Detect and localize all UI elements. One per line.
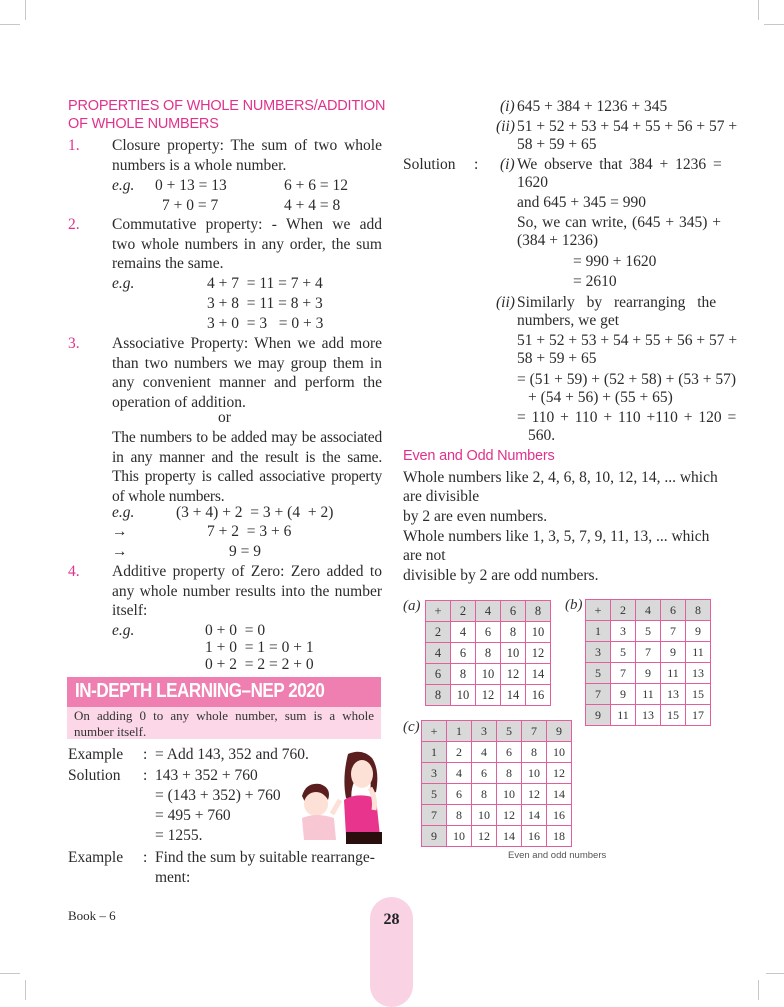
crop-mark bbox=[0, 973, 20, 974]
table-cell: 3 bbox=[611, 621, 636, 642]
crop-mark bbox=[25, 980, 26, 1000]
table-cell: 1 bbox=[586, 621, 611, 642]
table-cell: 16 bbox=[522, 826, 547, 847]
example-colon: : bbox=[143, 746, 148, 763]
section-heading bbox=[68, 97, 388, 133]
table-cell: 10 bbox=[522, 763, 547, 784]
example-equation: 4 + 7 = 11 = 7 + 4 bbox=[207, 275, 323, 292]
solution-line: + (54 + 56) + (55 + 65) bbox=[528, 389, 673, 406]
example-text: Find the sum by suitable rearrange-ment: bbox=[155, 849, 375, 886]
solution-line: 58 + 59 + 65 bbox=[517, 350, 597, 367]
table-cell: 4 bbox=[426, 643, 451, 664]
table-row bbox=[426, 685, 551, 706]
table-cell: 4 bbox=[451, 622, 476, 643]
table-row bbox=[422, 805, 572, 826]
addition-table-b bbox=[585, 599, 711, 726]
table-cell: 10 bbox=[451, 685, 476, 706]
table-cell: 8 bbox=[476, 643, 501, 664]
eg-label: e.g. bbox=[112, 177, 135, 194]
table-row bbox=[586, 642, 711, 663]
table-cell: 5 bbox=[636, 621, 661, 642]
addition-table-a bbox=[425, 600, 551, 706]
table-cell: 12 bbox=[501, 664, 526, 685]
example-colon: : bbox=[143, 849, 148, 866]
property-number: 4. bbox=[68, 563, 80, 580]
table-label: (a) bbox=[403, 598, 421, 614]
table-cell: 8 bbox=[526, 601, 551, 622]
or-text: or bbox=[218, 409, 231, 426]
solution-line: We observe that 384 + 1236 = bbox=[517, 156, 722, 173]
table-cell: 6 bbox=[476, 622, 501, 643]
table-row bbox=[426, 664, 551, 685]
even-odd-line: divisible by 2 are odd numbers. bbox=[403, 567, 599, 584]
solution-line: So, we can write, (645 + 345) + bbox=[517, 214, 721, 231]
table-cell: 14 bbox=[501, 685, 526, 706]
table-cell: 10 bbox=[497, 784, 522, 805]
table-cell: 9 bbox=[686, 621, 711, 642]
table-cell: 3 bbox=[586, 642, 611, 663]
table-cell: 4 bbox=[472, 742, 497, 763]
even-odd-heading: Even and Odd Numbers bbox=[403, 448, 555, 464]
table-cell: 7 bbox=[611, 663, 636, 684]
table-cell: 6 bbox=[497, 742, 522, 763]
example-equation: 6 + 6 = 12 bbox=[284, 177, 348, 194]
table-cell: 12 bbox=[526, 643, 551, 664]
problem-label: (ii) bbox=[496, 118, 515, 135]
table-cell: 8 bbox=[686, 600, 711, 621]
problem-text: 58 + 59 + 65 bbox=[517, 136, 597, 153]
table-cell: 8 bbox=[472, 784, 497, 805]
table-cell: + bbox=[586, 600, 611, 621]
table-cell: 8 bbox=[426, 685, 451, 706]
table-cell: 12 bbox=[472, 826, 497, 847]
table-cell: 14 bbox=[522, 805, 547, 826]
table-cell: 14 bbox=[547, 784, 572, 805]
table-cell: 6 bbox=[426, 664, 451, 685]
example-equation: 4 + 4 = 8 bbox=[284, 197, 341, 214]
table-cell: 15 bbox=[661, 705, 686, 726]
eg-label: e.g. bbox=[112, 504, 135, 521]
example-label: Example bbox=[68, 746, 124, 763]
example-equation: 1 + 0 = 1 = 0 + 1 bbox=[205, 639, 314, 656]
book-label: Book – 6 bbox=[68, 908, 116, 923]
table-cell: 8 bbox=[451, 664, 476, 685]
table-row bbox=[586, 684, 711, 705]
solution-line: 143 + 352 + 760 bbox=[155, 767, 258, 784]
table-cell: 10 bbox=[501, 643, 526, 664]
table-row bbox=[586, 663, 711, 684]
table-cell: 10 bbox=[526, 622, 551, 643]
crop-mark bbox=[766, 973, 784, 974]
table-cell: + bbox=[422, 721, 447, 742]
solution-line: = 2610 bbox=[573, 273, 617, 290]
table-cell: 5 bbox=[586, 663, 611, 684]
solution-label: Solution bbox=[68, 767, 121, 784]
table-cell: 2 bbox=[611, 600, 636, 621]
crop-mark bbox=[758, 980, 759, 1000]
table-row bbox=[422, 721, 572, 742]
table-cell: 13 bbox=[661, 684, 686, 705]
solution-line: numbers, we get bbox=[517, 312, 620, 329]
example-equation: 7 + 2 = 3 + 6 bbox=[207, 523, 292, 540]
table-row bbox=[426, 622, 551, 643]
crop-mark bbox=[764, 24, 784, 25]
table-cell: 8 bbox=[497, 763, 522, 784]
table-cell: 7 bbox=[522, 721, 547, 742]
property-text: Closure property: The sum of two whole numbers is a whole number. bbox=[112, 137, 382, 174]
table-cell: 10 bbox=[472, 805, 497, 826]
table-cell: 7 bbox=[422, 805, 447, 826]
solution-line: = (143 + 352) + 760 bbox=[155, 787, 281, 804]
table-cell: + bbox=[426, 601, 451, 622]
table-cell: 7 bbox=[586, 684, 611, 705]
table-row bbox=[422, 763, 572, 784]
table-row bbox=[586, 621, 711, 642]
table-cell: 6 bbox=[472, 763, 497, 784]
table-cell: 2 bbox=[447, 742, 472, 763]
example-equation: 0 + 13 = 13 bbox=[155, 177, 227, 194]
table-cell: 12 bbox=[522, 784, 547, 805]
solution-line: 1620 bbox=[517, 174, 548, 191]
property-number: 1. bbox=[68, 137, 80, 154]
solution-line: = (51 + 59) + (52 + 58) + (53 + 57) bbox=[517, 371, 737, 388]
eg-label: e.g. bbox=[112, 622, 135, 639]
even-odd-line: Whole numbers like 2, 4, 6, 8, 10, 12, 14, ... which bbox=[403, 469, 718, 486]
example-equation: 0 + 2 = 2 = 2 + 0 bbox=[205, 656, 314, 673]
table-cell: 10 bbox=[547, 742, 572, 763]
crop-mark bbox=[0, 24, 20, 25]
table-cell: 11 bbox=[661, 663, 686, 684]
table-row bbox=[586, 705, 711, 726]
table-cell: 12 bbox=[497, 805, 522, 826]
table-cell: 1 bbox=[422, 742, 447, 763]
problem-label: (i) bbox=[500, 98, 515, 115]
part-label: (ii) bbox=[496, 294, 515, 311]
table-cell: 6 bbox=[447, 784, 472, 805]
page-number-badge bbox=[370, 897, 413, 1007]
example-label: Example bbox=[68, 849, 124, 866]
table-cell: 5 bbox=[422, 784, 447, 805]
callout-banner bbox=[67, 677, 381, 707]
crop-mark bbox=[758, 0, 759, 20]
even-odd-line: Whole numbers like 1, 3, 5, 7, 9, 11, 13, ... which bbox=[403, 528, 710, 545]
example-equation: 3 + 0 = 3 = 0 + 3 bbox=[207, 315, 324, 332]
table-cell: 6 bbox=[661, 600, 686, 621]
table-cell: 11 bbox=[636, 684, 661, 705]
solution-line: 560. bbox=[528, 427, 556, 444]
even-odd-line: are not bbox=[403, 547, 446, 564]
table-row bbox=[586, 600, 711, 621]
table-cell: 6 bbox=[501, 601, 526, 622]
property-number: 3. bbox=[68, 335, 80, 352]
table-cell: 5 bbox=[497, 721, 522, 742]
solution-line: = 990 + 1620 bbox=[573, 253, 657, 270]
solution-colon: : bbox=[474, 156, 479, 173]
arrow-icon: → bbox=[112, 523, 128, 540]
solution-line: = 110 + 110 + 110 +110 + 120 = bbox=[517, 409, 737, 426]
table-row bbox=[422, 742, 572, 763]
table-cell: 18 bbox=[547, 826, 572, 847]
table-row bbox=[426, 643, 551, 664]
even-odd-line: are divisible bbox=[403, 488, 480, 505]
table-cell: 3 bbox=[422, 763, 447, 784]
table-cell: 12 bbox=[547, 763, 572, 784]
example-equation: 9 = 9 bbox=[229, 543, 261, 560]
table-cell: 12 bbox=[476, 685, 501, 706]
table-cell: 14 bbox=[526, 664, 551, 685]
table-cell: 13 bbox=[686, 663, 711, 684]
table-cell: 11 bbox=[686, 642, 711, 663]
even-odd-line: by 2 are even numbers. bbox=[403, 508, 548, 525]
table-cell: 9 bbox=[661, 642, 686, 663]
solution-line: 51 + 52 + 53 + 54 + 55 + 56 + 57 + bbox=[517, 332, 738, 349]
table-cell: 16 bbox=[526, 685, 551, 706]
property-text: Additive property of Zero: Zero added to any whole number results into the number itself: bbox=[112, 563, 382, 620]
part-label: (i) bbox=[500, 156, 515, 173]
solution-line: (384 + 1236) bbox=[517, 232, 599, 249]
solution-line: = 1255. bbox=[155, 827, 203, 844]
callout-body bbox=[67, 707, 381, 739]
example-equation: 7 + 0 = 7 bbox=[162, 197, 219, 214]
table-cell: 7 bbox=[636, 642, 661, 663]
table-cell: 11 bbox=[611, 705, 636, 726]
page-number: 28 bbox=[383, 911, 400, 928]
section-heading-line1: PROPERTIES OF WHOLE NUMBERS/ADDITION bbox=[68, 98, 386, 114]
example-equation: (3 + 4) + 2 = 3 + (4 + 2) bbox=[176, 504, 334, 521]
callout-title: IN-DEPTH LEARNING–NEP 2020 bbox=[75, 680, 325, 702]
eg-label: e.g. bbox=[112, 275, 135, 292]
table-cell: 1 bbox=[447, 721, 472, 742]
table-cell: 8 bbox=[522, 742, 547, 763]
table-cell: 15 bbox=[686, 684, 711, 705]
table-cell: 8 bbox=[501, 622, 526, 643]
example-equation: 3 + 8 = 11 = 8 + 3 bbox=[207, 295, 323, 312]
solution-line: and 645 + 345 = 990 bbox=[517, 194, 646, 211]
addition-table-c bbox=[421, 720, 572, 847]
table-cell: 10 bbox=[476, 664, 501, 685]
property-text: Associative Property: When we add more than two numbers we may group them in any convenient manner and perform the operation of addition. bbox=[112, 335, 382, 411]
table-cell: 10 bbox=[447, 826, 472, 847]
solution-line: Similarly by rearranging the bbox=[517, 294, 717, 311]
solution-colon: : bbox=[143, 767, 148, 784]
table-label: (b) bbox=[565, 597, 583, 613]
table-cell: 9 bbox=[547, 721, 572, 742]
section-heading-line2: OF WHOLE NUMBERS bbox=[68, 116, 219, 132]
table-cell: 6 bbox=[451, 643, 476, 664]
mother-and-child-illustration bbox=[296, 748, 386, 844]
property-number: 2. bbox=[68, 216, 80, 233]
problem-text: 51 + 52 + 53 + 54 + 55 + 56 + 57 + bbox=[517, 118, 738, 135]
table-cell: 9 bbox=[422, 826, 447, 847]
example-equation: 0 + 0 = 0 bbox=[205, 622, 266, 639]
table-cell: 9 bbox=[611, 684, 636, 705]
table-cell: 4 bbox=[476, 601, 501, 622]
problem-text: 645 + 384 + 1236 + 345 bbox=[517, 98, 668, 115]
table-cell: 3 bbox=[472, 721, 497, 742]
table-cell: 16 bbox=[547, 805, 572, 826]
table-label: (c) bbox=[403, 719, 420, 735]
table-cell: 14 bbox=[497, 826, 522, 847]
table-cell: 5 bbox=[611, 642, 636, 663]
table-cell: 7 bbox=[661, 621, 686, 642]
table-cell: 9 bbox=[636, 663, 661, 684]
property-text: Commutative property: - When we add two whole numbers in any order, the sum remains the same. bbox=[112, 216, 382, 273]
property-text-continued: The numbers to be added may be associated in any manner and the result is the same. This property is called associative property of whole numbers. bbox=[112, 429, 382, 505]
table-row bbox=[426, 601, 551, 622]
table-cell: 4 bbox=[636, 600, 661, 621]
arrow-icon: → bbox=[112, 543, 128, 560]
figure-caption: Even and odd numbers bbox=[508, 850, 607, 861]
solution-label: Solution bbox=[403, 156, 456, 173]
table-cell: 13 bbox=[636, 705, 661, 726]
table-cell: 9 bbox=[586, 705, 611, 726]
table-row bbox=[422, 784, 572, 805]
callout-text: On adding 0 to any whole number, sum is a whole number itself. bbox=[74, 708, 374, 739]
table-cell: 17 bbox=[686, 705, 711, 726]
solution-line: = 495 + 760 bbox=[155, 807, 231, 824]
crop-mark bbox=[25, 0, 26, 20]
table-cell: 2 bbox=[451, 601, 476, 622]
table-cell: 4 bbox=[447, 763, 472, 784]
table-row bbox=[422, 826, 572, 847]
example-text: = Add 143, 352 and 760. bbox=[155, 746, 309, 763]
table-cell: 2 bbox=[426, 622, 451, 643]
table-cell: 8 bbox=[447, 805, 472, 826]
